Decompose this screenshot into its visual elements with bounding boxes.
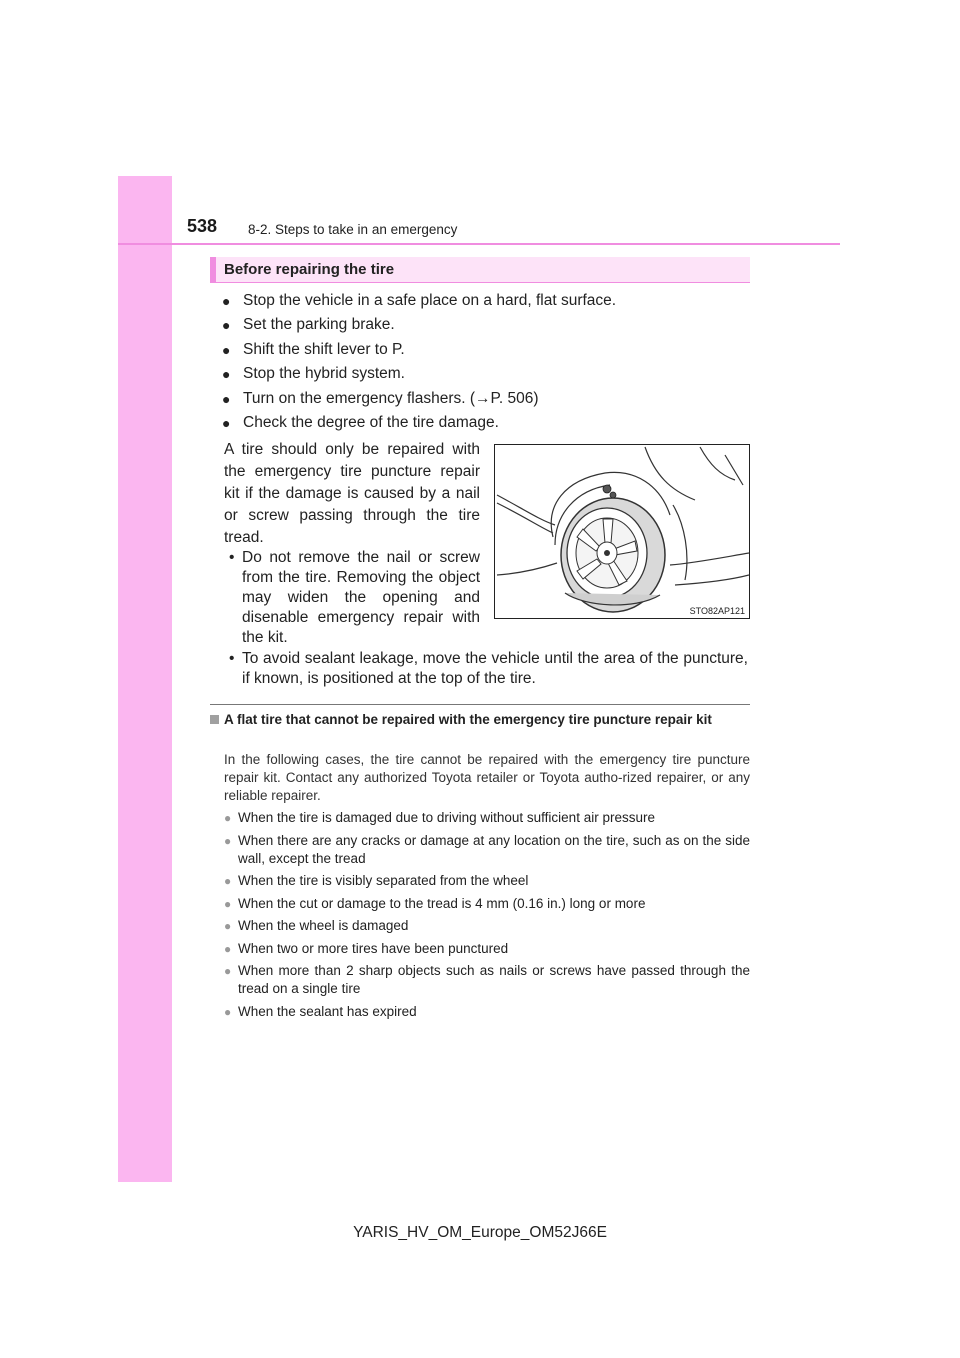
bullet-icon: ● [222, 366, 231, 383]
bullet-icon: ● [224, 1004, 232, 1019]
bullet-icon: ● [224, 811, 232, 825]
sub-item: • To avoid sealant leakage, move the vehicle until the area of the puncture, if known, is positioned at the top of the tire. [229, 650, 748, 687]
footer-doc-code: YARIS_HV_OM_Europe_OM52J66E [353, 1224, 607, 1241]
intro-paragraph: A tire should only be repaired with the emergency tire puncture repair kit if the damage is caused by a nail or screw passing through the tire tread. [224, 441, 480, 546]
section-title: 8-2. Steps to take in an emergency [248, 222, 458, 237]
bullet-icon: ● [224, 964, 232, 978]
box-title-bar [210, 257, 750, 283]
note-heading: A flat tire that cannot be repaired with the emergency tire puncture repair kit [210, 712, 750, 728]
note-item: ● When two or more tires have been punctured [224, 940, 509, 956]
step-item: ● Set the parking brake. [222, 313, 762, 337]
sub-item: • Do not remove the nail or screw from the tire. Removing the object may widen the opening and disenable emergency repair with the kit. [229, 549, 480, 646]
note-item: ● When the sealant has expired [224, 1003, 417, 1019]
bullet-icon: ● [224, 833, 232, 848]
bullet-icon: ● [224, 874, 232, 888]
page-number: 538 [187, 216, 218, 236]
side-tab-band [118, 176, 172, 1182]
step-item: ● Check the degree of the tire damage. [222, 411, 762, 435]
note-item: ● When the tire is visibly separated from the wheel [224, 873, 529, 888]
bullet-icon: ● [222, 414, 231, 431]
steps-list [222, 289, 762, 435]
note-item: ● When there are any cracks or damage at any location on the tire, such as on the side wall, except the tread [224, 832, 750, 866]
flat-tire-figure [494, 444, 750, 619]
step-item: ● Shift the shift lever to P. [222, 338, 762, 362]
bullet-icon: ● [222, 390, 231, 407]
bullet-icon: ● [224, 896, 232, 911]
note-item: ● When the cut or damage to the tread is 4 mm (0.16 in.) long or more [224, 895, 646, 911]
header-rule [118, 243, 840, 245]
step-item: ● Stop the hybrid system. [222, 362, 762, 386]
bullet-icon: ● [222, 293, 231, 309]
flat-tire-illustration-icon [495, 445, 750, 619]
note-item: ● When more than 2 sharp objects such as nails or screws have passed through the tread on a single tire [224, 963, 750, 996]
bullet-icon: ● [222, 317, 231, 334]
step-item: ● Stop the vehicle in a safe place on a hard, flat surface. [222, 289, 762, 313]
bullet-icon: ● [224, 919, 232, 933]
bullet-icon: ● [222, 341, 231, 358]
note-list [224, 809, 750, 1025]
note-item: ● When the wheel is damaged [224, 918, 409, 933]
note-item: ● When the tire is damaged due to driving without sufficient air pressure [224, 810, 655, 825]
note-body: In the following cases, the tire cannot be repaired with the emergency tire puncture repair kit. Contact any authorized Toyota retailer or Toyota autho-rized repairer, or any reliable repairer. [224, 752, 750, 803]
box-title: Before repairing the tire [224, 261, 395, 278]
figure-code: STO82AP121 [689, 606, 745, 616]
step-item: ● Turn on the emergency flashers. (→P. 506) [222, 387, 762, 411]
bullet-icon: ● [224, 941, 232, 956]
square-bullet-icon [210, 715, 219, 724]
section-divider [210, 704, 750, 705]
